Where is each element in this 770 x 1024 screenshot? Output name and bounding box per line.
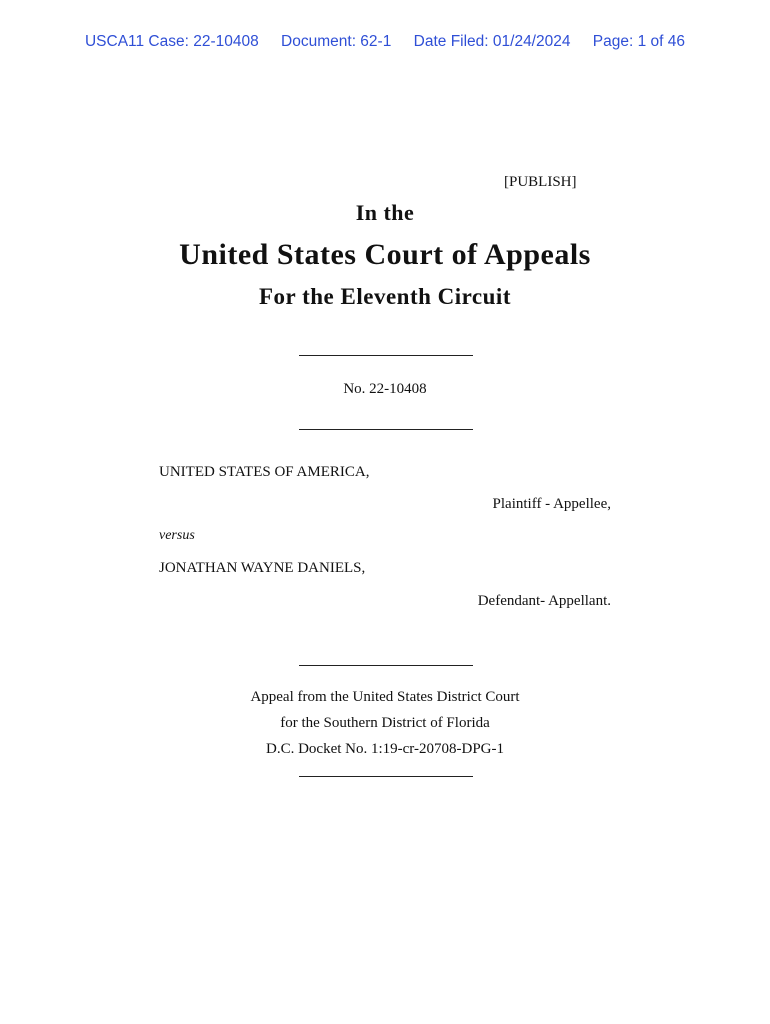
document-number-stamp: Document: 62-1 bbox=[281, 33, 392, 50]
publish-tag: [PUBLISH] bbox=[504, 174, 577, 190]
plaintiff-role: Plaintiff - Appellee, bbox=[492, 496, 611, 512]
filing-header-stamp bbox=[0, 33, 770, 51]
divider-rule bbox=[299, 355, 473, 356]
circuit-heading: For the Eleventh Circuit bbox=[259, 284, 511, 309]
plaintiff-name: UNITED STATES OF AMERICA, bbox=[159, 464, 370, 480]
versus-label: versus bbox=[159, 528, 195, 543]
divider-rule bbox=[299, 429, 473, 430]
appeal-origin-block bbox=[0, 684, 770, 762]
case-number-stamp: USCA11 Case: 22-10408 bbox=[84, 33, 259, 50]
defendant-name: JONATHAN WAYNE DANIELS, bbox=[159, 560, 366, 576]
court-name-heading: United States Court of Appeals bbox=[179, 238, 591, 271]
defendant-role: Defendant- Appellant. bbox=[477, 593, 611, 609]
in-the-heading: In the bbox=[355, 200, 415, 225]
case-number: No. 22-10408 bbox=[343, 381, 427, 397]
appeal-line-docket: D.C. Docket No. 1:19-cr-20708-DPG-1 bbox=[266, 741, 504, 757]
appeal-line-district: for the Southern District of Florida bbox=[280, 715, 490, 731]
appeal-line-court: Appeal from the United States District Court bbox=[250, 689, 520, 705]
divider-rule bbox=[299, 665, 473, 666]
page-count-stamp: Page: 1 of 46 bbox=[592, 33, 686, 50]
divider-rule bbox=[299, 776, 473, 777]
date-filed-stamp: Date Filed: 01/24/2024 bbox=[413, 33, 571, 50]
